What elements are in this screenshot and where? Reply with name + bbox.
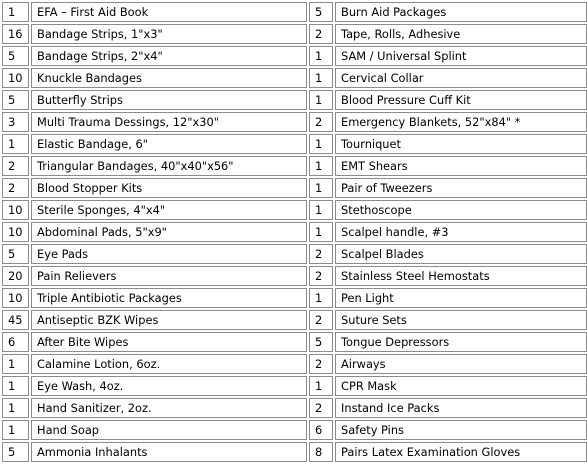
left-quantity-cell: 5 [2, 90, 29, 110]
right-item-cell: Emergency Blankets, 52"x84" * [335, 112, 587, 132]
right-item-cell: Tape, Rolls, Adhesive [335, 24, 587, 44]
right-item-cell: CPR Mask [335, 376, 587, 396]
left-item-cell: Hand Sanitizer, 2oz. [31, 398, 307, 418]
left-quantity-cell: 5 [2, 244, 29, 264]
table-row [2, 376, 587, 396]
left-quantity-cell: 20 [2, 266, 29, 286]
right-item-cell: EMT Shears [335, 156, 587, 176]
right-quantity-cell: 2 [309, 310, 333, 330]
table-row [2, 442, 587, 462]
right-item-cell: Pair of Tweezers [335, 178, 587, 198]
left-item-cell: After Bite Wipes [31, 332, 307, 352]
right-quantity-cell: 1 [309, 222, 333, 242]
left-quantity-cell: 1 [2, 134, 29, 154]
table-row [2, 68, 587, 88]
right-item-cell: Airways [335, 354, 587, 374]
right-item-cell: Instand Ice Packs [335, 398, 587, 418]
table-row [2, 222, 587, 242]
right-item-cell: Stainless Steel Hemostats [335, 266, 587, 286]
right-quantity-cell: 1 [309, 200, 333, 220]
right-item-cell: Scalpel handle, #3 [335, 222, 587, 242]
table-row [2, 178, 587, 198]
table-row [2, 398, 587, 418]
right-item-cell: Stethoscope [335, 200, 587, 220]
right-quantity-cell: 1 [309, 156, 333, 176]
table-row [2, 112, 587, 132]
table-row [2, 266, 587, 286]
left-quantity-cell: 6 [2, 332, 29, 352]
left-item-cell: Triple Antibiotic Packages [31, 288, 307, 308]
left-quantity-cell: 1 [2, 398, 29, 418]
left-item-cell: Pain Relievers [31, 266, 307, 286]
left-quantity-cell: 2 [2, 156, 29, 176]
table-row [2, 354, 587, 374]
table-row [2, 332, 587, 352]
right-quantity-cell: 5 [309, 2, 333, 22]
left-item-cell: Bandage Strips, 1"x3" [31, 24, 307, 44]
right-quantity-cell: 2 [309, 354, 333, 374]
left-quantity-cell: 10 [2, 222, 29, 242]
right-quantity-cell: 6 [309, 420, 333, 440]
left-quantity-cell: 10 [2, 200, 29, 220]
left-quantity-cell: 2 [2, 178, 29, 198]
right-quantity-cell: 1 [309, 46, 333, 66]
left-quantity-cell: 5 [2, 46, 29, 66]
right-quantity-cell: 2 [309, 266, 333, 286]
left-quantity-cell: 10 [2, 288, 29, 308]
left-quantity-cell: 45 [2, 310, 29, 330]
right-quantity-cell: 1 [309, 90, 333, 110]
table-row [2, 134, 587, 154]
right-quantity-cell: 1 [309, 134, 333, 154]
left-quantity-cell: 10 [2, 68, 29, 88]
right-item-cell: Cervical Collar [335, 68, 587, 88]
left-quantity-cell: 1 [2, 2, 29, 22]
right-item-cell: Safety Pins [335, 420, 587, 440]
right-quantity-cell: 2 [309, 398, 333, 418]
table-row [2, 200, 587, 220]
left-quantity-cell: 1 [2, 376, 29, 396]
right-item-cell: Pairs Latex Examination Gloves [335, 442, 587, 462]
left-quantity-cell: 1 [2, 420, 29, 440]
left-item-cell: Eye Pads [31, 244, 307, 264]
right-quantity-cell: 2 [309, 244, 333, 264]
table-row [2, 2, 587, 22]
right-item-cell: Burn Aid Packages [335, 2, 587, 22]
table-row [2, 46, 587, 66]
right-quantity-cell: 1 [309, 288, 333, 308]
left-quantity-cell: 3 [2, 112, 29, 132]
left-quantity-cell: 1 [2, 354, 29, 374]
right-item-cell: Suture Sets [335, 310, 587, 330]
right-quantity-cell: 1 [309, 68, 333, 88]
left-item-cell: Hand Soap [31, 420, 307, 440]
left-item-cell: Multi Trauma Dessings, 12"x30" [31, 112, 307, 132]
table-row [2, 288, 587, 308]
left-item-cell: Blood Stopper Kits [31, 178, 307, 198]
left-item-cell: Ammonia Inhalants [31, 442, 307, 462]
left-item-cell: Triangular Bandages, 40"x40"x56" [31, 156, 307, 176]
right-quantity-cell: 8 [309, 442, 333, 462]
left-item-cell: Calamine Lotion, 6oz. [31, 354, 307, 374]
left-quantity-cell: 16 [2, 24, 29, 44]
left-item-cell: Butterfly Strips [31, 90, 307, 110]
table-row [2, 310, 587, 330]
right-item-cell: Scalpel Blades [335, 244, 587, 264]
kit-table-body [2, 2, 587, 462]
table-row [2, 24, 587, 44]
table-row [2, 90, 587, 110]
right-item-cell: SAM / Universal Splint [335, 46, 587, 66]
left-quantity-cell: 5 [2, 442, 29, 462]
right-quantity-cell: 2 [309, 112, 333, 132]
right-item-cell: Pen Light [335, 288, 587, 308]
right-item-cell: Blood Pressure Cuff Kit [335, 90, 587, 110]
left-item-cell: Abdominal Pads, 5"x9" [31, 222, 307, 242]
table-row [2, 156, 587, 176]
right-quantity-cell: 1 [309, 376, 333, 396]
left-item-cell: Knuckle Bandages [31, 68, 307, 88]
right-item-cell: Tourniquet [335, 134, 587, 154]
right-item-cell: Tongue Depressors [335, 332, 587, 352]
left-item-cell: Sterile Sponges, 4"x4" [31, 200, 307, 220]
left-item-cell: Eye Wash, 4oz. [31, 376, 307, 396]
left-item-cell: Antiseptic BZK Wipes [31, 310, 307, 330]
right-quantity-cell: 2 [309, 24, 333, 44]
left-item-cell: Bandage Strips, 2"x4" [31, 46, 307, 66]
right-quantity-cell: 5 [309, 332, 333, 352]
right-quantity-cell: 1 [309, 178, 333, 198]
table-row [2, 244, 587, 264]
table-row [2, 420, 587, 440]
left-item-cell: EFA – First Aid Book [31, 2, 307, 22]
left-item-cell: Elastic Bandage, 6" [31, 134, 307, 154]
